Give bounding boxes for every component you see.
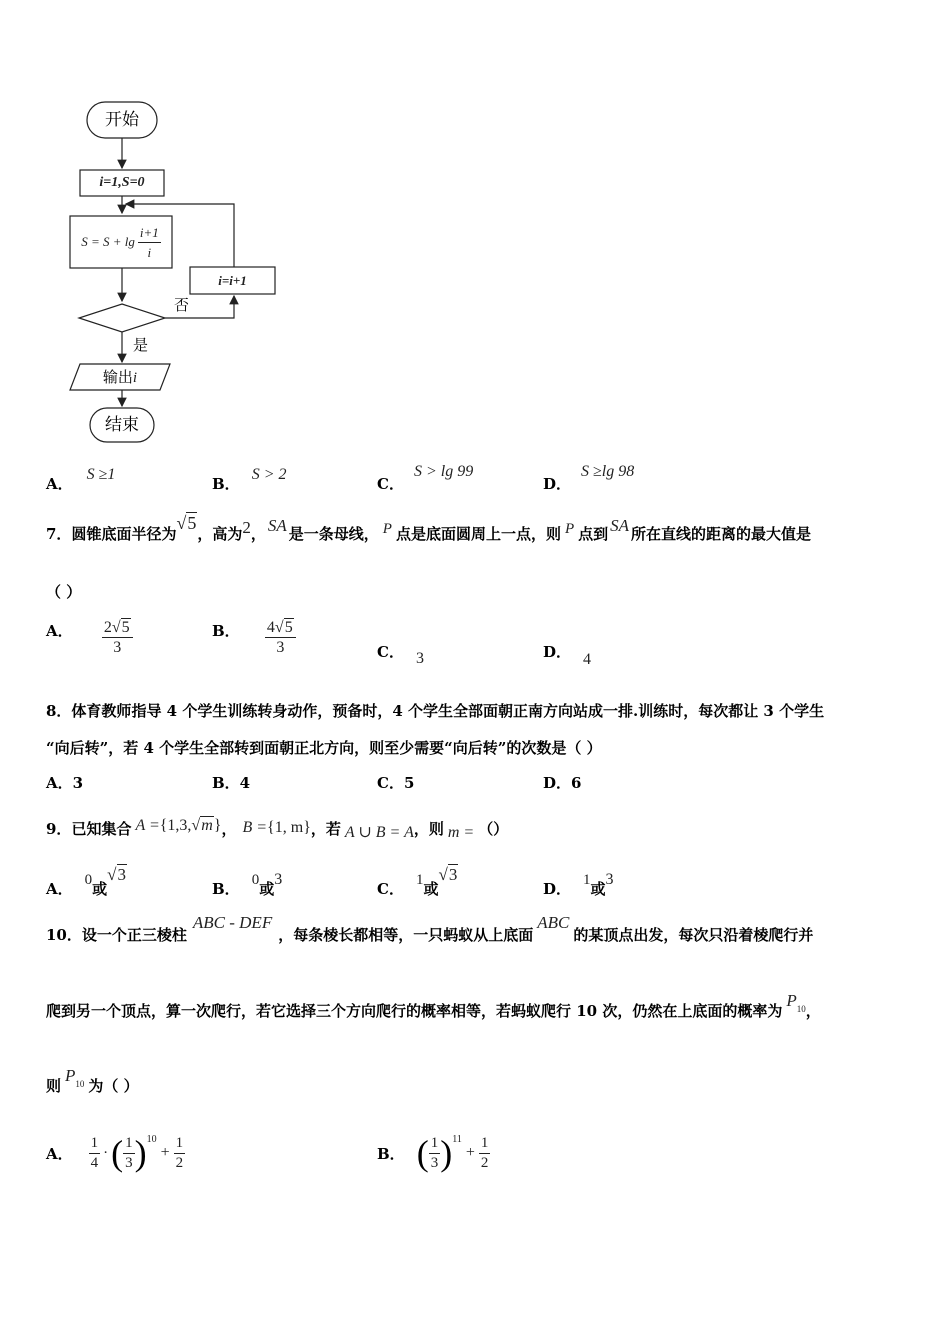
flow-assign-num: i+1 [138, 223, 161, 243]
q10-text: 爬到另一个顶点，算一次爬行，若它选择三个方向爬行的概率相等，若蚂蚁爬行 10 次，仍然在上底面的概率为 [46, 1002, 783, 1020]
paren-open: ( [111, 1133, 124, 1173]
option-denominator: 3 [430, 1154, 439, 1171]
question-8-line2: “向后转”，若 4 个学生全部转到面朝正北方向，则至少需要“向后转”的次数是（ ） [46, 739, 602, 757]
question-10-line2 [46, 991, 821, 1021]
flow-output-var: i [132, 370, 138, 386]
paren-close: ) [440, 1133, 453, 1173]
q7-option-b [212, 618, 296, 657]
prob-symbol: P10 [65, 1066, 85, 1089]
option-math: S ≥1 [86, 466, 116, 483]
or-text: 或 [590, 880, 606, 898]
option-numerator: 1 [174, 1134, 186, 1154]
option-label: B． [212, 880, 240, 898]
q7-paren: （ ） [46, 583, 82, 601]
option-denominator: 3 [113, 639, 122, 656]
question-10-line3 [46, 1066, 139, 1096]
q10-text: ，每条棱长都相等，一只蚂蚁从上底面 [278, 926, 534, 944]
option-denominator: 2 [175, 1154, 184, 1171]
question-8-line1: 8．体育教师指导 4 个学生训练转身动作，预备时，4 个学生全部面朝正南方向站成一排.训练时，每次都让 3 个学生 [46, 702, 825, 720]
q7-text: 是一条母线， [288, 525, 379, 543]
paren-open: ( [416, 1133, 429, 1173]
option-denominator: 3 [276, 639, 285, 656]
flow-start-label: 开始 [105, 110, 139, 130]
q7-text: 所在直线的距离的最大值是 [631, 525, 812, 543]
option-label: D． [543, 643, 572, 661]
q7-text: 点到 [578, 525, 609, 543]
flow-output-prefix: 输出 [102, 368, 133, 386]
flow-no-label: 否 [174, 296, 190, 314]
option-math: S > 2 [251, 466, 287, 483]
question-number: 9． [46, 820, 72, 838]
option-label: A． [46, 1144, 73, 1163]
plus-operator: + [465, 1144, 475, 1161]
q9-text: ， [221, 820, 237, 838]
option-value: 0 [251, 872, 260, 888]
option-numerator: 2√5 [102, 618, 133, 638]
q7-option-a [46, 618, 133, 657]
or-text: 或 [92, 880, 108, 898]
q6-option-c [377, 460, 474, 493]
q10-text: 的某顶点出发，每次只沿着棱爬行并 [573, 926, 814, 944]
option-value: 0 [84, 872, 93, 888]
question-10-line1 [46, 913, 814, 945]
q7-option-d [543, 641, 592, 668]
flow-assign-lhs: S = S + lg [81, 234, 135, 249]
q8-option-b: B．4 [212, 774, 251, 792]
prob-symbol: P10 [786, 991, 806, 1014]
flowchart [0, 0, 300, 450]
plus-operator: + [160, 1144, 170, 1161]
q10-face: ABC [537, 913, 570, 932]
question-9 [46, 818, 508, 839]
q9-option-a [46, 865, 127, 898]
option-label: A． [46, 621, 73, 640]
q9-paren: （） [478, 820, 509, 838]
set-b: {1, m} [267, 819, 311, 836]
option-sqrt: √3 [438, 865, 458, 884]
flow-assign-den: i [147, 244, 152, 260]
q10-text: ， [805, 1002, 821, 1020]
q9-text: ，则 [413, 820, 444, 838]
q6-option-a [46, 463, 116, 493]
option-label: A． [46, 880, 73, 898]
option-denominator: 4 [90, 1154, 99, 1171]
q6-option-b [212, 463, 287, 493]
option-label: B． [212, 621, 240, 640]
q10-option-b [377, 1132, 490, 1174]
q9-option-c [377, 865, 458, 898]
question-number: 7． [46, 525, 72, 543]
q9-option-d [543, 868, 614, 898]
question-number: 10． [46, 926, 82, 944]
option-label: B． [377, 1144, 405, 1163]
q7-text: ， [250, 525, 266, 543]
option-label: D． [543, 880, 572, 898]
option-label: C． [377, 643, 404, 661]
paren-close: ) [134, 1133, 147, 1173]
q7-math: P [382, 521, 392, 537]
flow-init-label: i=1,S=0 [99, 175, 145, 190]
q7-text: 圆锥底面半径为 [71, 525, 177, 543]
q8-option-d: D．6 [543, 774, 582, 792]
or-text: 或 [423, 880, 439, 898]
q6-option-d [543, 460, 635, 493]
option-value: 4 [583, 651, 592, 668]
exponent: 11 [452, 1134, 462, 1145]
set-a-prefix: A = [135, 817, 160, 834]
flow-increment-label: i=i+1 [218, 273, 247, 288]
set-a: {1,3,√m} [159, 817, 222, 834]
option-numerator: 1 [429, 1134, 441, 1154]
q7-math: SA [267, 516, 287, 535]
q10-text: 为（ ） [88, 1077, 139, 1095]
q9-option-b [212, 868, 283, 898]
option-label: C． [377, 880, 404, 898]
q10-prism: ABC - DEF [192, 913, 273, 932]
option-math: S ≥lg 98 [581, 463, 635, 480]
q7-option-c [377, 641, 424, 667]
option-value: 1 [415, 872, 424, 888]
option-label: C． [377, 475, 404, 493]
option-numerator: 1 [89, 1134, 101, 1154]
option-label: B． [212, 475, 240, 493]
option-math: S > lg 99 [413, 463, 474, 480]
option-numerator: 1 [123, 1134, 135, 1154]
flow-yes-label: 是 [133, 336, 149, 354]
q7-text: 点是底面圆周上一点，则 [395, 525, 561, 543]
exponent: 10 [146, 1134, 157, 1145]
q7-math: SA [610, 516, 630, 535]
option-value: 3 [605, 871, 614, 888]
dot-operator: · [103, 1144, 109, 1161]
q7-math: P [564, 521, 575, 537]
q9-text: ，若 [310, 820, 341, 838]
q7-math: 2 [242, 518, 251, 537]
q10-option-a [46, 1132, 185, 1174]
q9-condition: A ∪ B = A [344, 824, 414, 841]
question-7 [46, 513, 812, 544]
option-denominator: 2 [480, 1154, 489, 1171]
q10-text: 设一个正三棱柱 [81, 926, 187, 944]
or-text: 或 [259, 880, 275, 898]
decision-diamond [79, 304, 165, 332]
q9-text: 已知集合 [71, 820, 132, 838]
q7-text: ，高为 [197, 525, 243, 543]
option-value: 1 [583, 872, 591, 888]
q9-variable: m = [447, 824, 475, 841]
option-label: D． [543, 475, 572, 493]
flow-end-label: 结束 [105, 415, 139, 435]
option-label: A． [46, 475, 73, 493]
option-numerator: 1 [479, 1134, 491, 1154]
option-value: 3 [415, 650, 424, 667]
option-numerator: 4√5 [265, 618, 296, 638]
q8-option-a: A．3 [46, 774, 84, 792]
option-denominator: 3 [125, 1154, 133, 1171]
option-sqrt: √3 [107, 865, 126, 884]
sqrt-expr: √5 [176, 513, 197, 533]
q10-text: 则 [46, 1077, 62, 1095]
option-value: 3 [274, 871, 283, 888]
q8-option-c: C．5 [377, 774, 415, 792]
set-b-prefix: B = [242, 819, 268, 836]
